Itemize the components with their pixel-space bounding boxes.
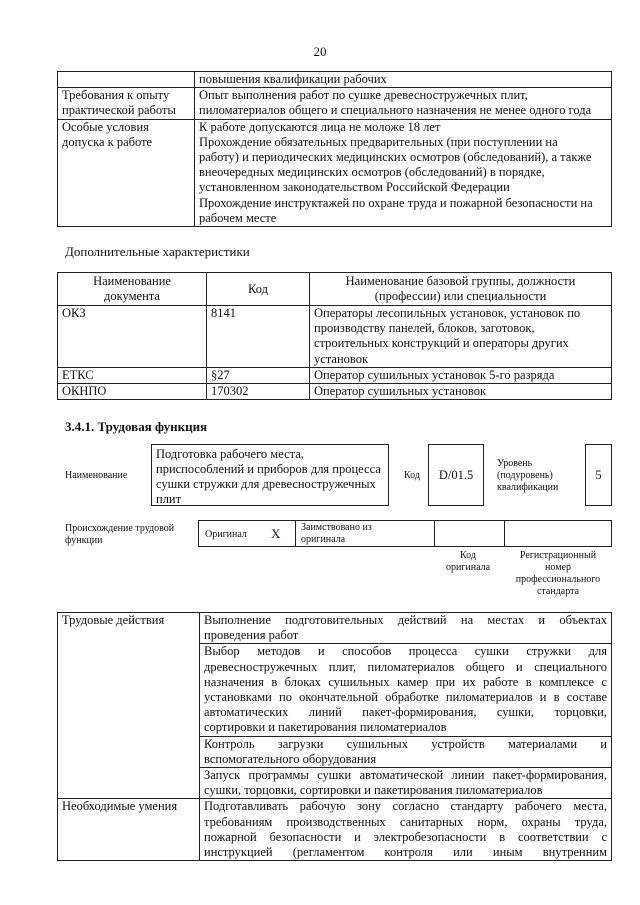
level-label: Уровень (подуровень) квалификации [497, 458, 559, 493]
qualification-requirements-table [57, 71, 612, 227]
registration-number-label: Регистрационный номер профессионального стандарта [515, 550, 601, 597]
row-value: Выполнение подготовительных действий на местах и объектах проведения работ [200, 613, 612, 644]
additional-characteristics-table [57, 272, 612, 400]
labor-function-title: 3.4.1. Трудовая функция [65, 419, 208, 434]
function-code-box [428, 444, 484, 506]
divider [504, 521, 505, 546]
origin-row [198, 520, 612, 547]
original-mark: X [271, 526, 281, 541]
divider [295, 521, 296, 546]
row-value: повышения квалификации рабочих [195, 72, 612, 88]
table-row [58, 72, 612, 88]
row-value: К работе допускаются лица не моложе 18 лет Прохождение обязательных предварительных (при поступлении на работу) и периодических медицинских осмотров (обследований), а также внеочередных медицинских осмотров (обследований) в порядке, установленном законодательством Российской Федерации Прохождение инструктажей по охране труда и пожарной безопасности на рабочем месте [195, 119, 612, 226]
row-value: Опыт выполнения работ по сушке древесностружечных плит, пиломатериалов общего и специального назначения не менее одного года [195, 88, 612, 119]
section-title: Дополнительные характеристики [65, 244, 250, 259]
table-row [58, 306, 612, 368]
level-value: 5 [595, 467, 602, 482]
doc-cell: ЕТКС [58, 367, 207, 383]
labor-actions-table [57, 612, 612, 861]
code-cell: §27 [207, 367, 310, 383]
function-name-box: Подготовка рабочего места, приспособлений и приборов для процесса сушки стружки для древесностружечных плит [151, 444, 389, 506]
level-value-box [585, 444, 612, 506]
row-label [58, 72, 195, 88]
name-cell: Оператор сушильных установок [310, 384, 612, 400]
name-cell: Оператор сушильных установок 5-го разряда [310, 367, 612, 383]
row-value: Контроль загрузки сушильных устройств материалами и вспомогательного оборудования [200, 736, 612, 767]
table-row [58, 799, 612, 861]
doc-cell: ОКНПО [58, 384, 207, 400]
table-row [58, 367, 612, 383]
row-value: Выбор методов и способов процесса сушки стружки для древесностружечных плит, пиломатериалов общего и специального назначения в блоках сушильных камер при их работе в комплексе с установками по окончательной обработке пиломатериалов и в составе автоматических линий пакет-формирования, сушки, торцовки, сортировки и пакетирования пиломатериалов [200, 644, 612, 736]
row-value: Запуск программы сушки автоматической линии пакет-формирования, сушки, торцовки, сортировки и пакетирования пиломатериалов [200, 768, 612, 799]
row-label: Необходимые умения [58, 799, 200, 861]
row-value: Подготавливать рабочую зону согласно стандарту рабочего места, требованиям производственных санитарных норм, охраны труда, пожарной безопасности и электробезопасности в соответствии с инструкцией (регламентом контроля или иным внутренним [200, 799, 612, 861]
code-cell: 8141 [207, 306, 310, 368]
header-document: Наименование документа [58, 273, 207, 306]
origin-label: Происхождение трудовой функции [65, 523, 175, 546]
header-name: Наименование базовой группы, должности (профессии) или специальности [310, 273, 612, 306]
divider [434, 521, 435, 546]
name-label: Наименование [65, 470, 128, 481]
code-original-label: Код оригинала [445, 550, 491, 573]
code-label: Код [404, 470, 420, 481]
table-row [58, 384, 612, 400]
original-label: Оригинал [205, 529, 247, 540]
name-cell: Операторы лесопильных установок, установок по производству панелей, блоков, заготовок, строительных конструкций и операторы других установок [310, 306, 612, 368]
function-code-value: D/01.5 [438, 467, 474, 482]
code-cell: 170302 [207, 384, 310, 400]
borrowed-label: Заимствовано из оригинала [301, 522, 372, 545]
row-label: Особые условия допуска к работе [58, 119, 195, 226]
table-row [58, 613, 612, 644]
table-row [58, 119, 612, 226]
table-header-row [58, 273, 612, 306]
row-label: Требования к опыту практической работы [58, 88, 195, 119]
page-number: 20 [313, 44, 327, 59]
table-row [58, 88, 612, 119]
row-label: Трудовые действия [58, 613, 200, 799]
header-code: Код [207, 273, 310, 306]
doc-cell: ОКЗ [58, 306, 207, 368]
